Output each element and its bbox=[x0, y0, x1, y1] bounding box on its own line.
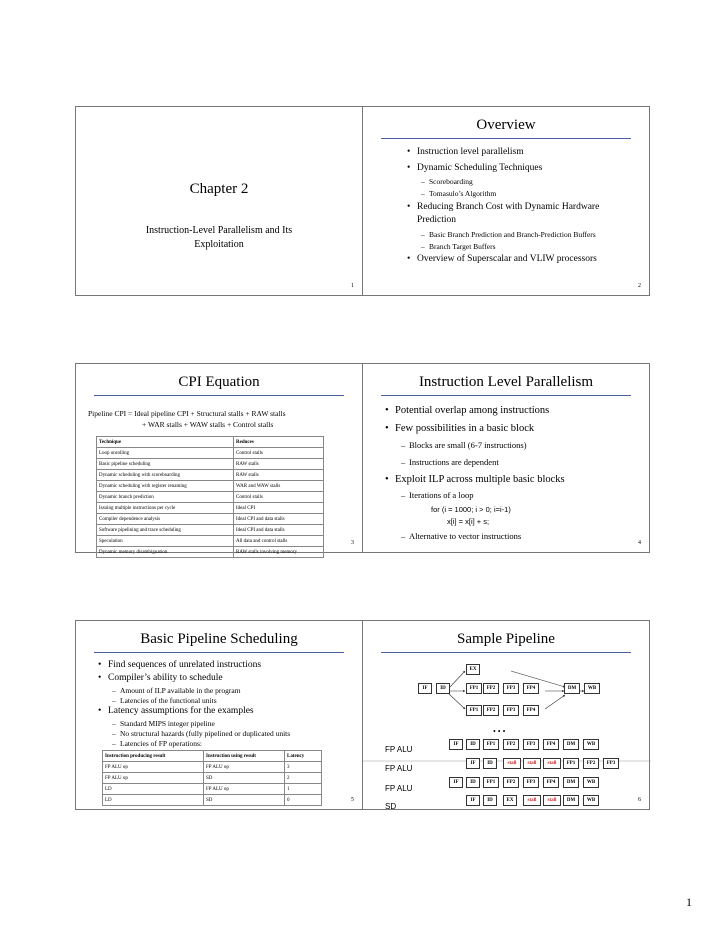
table-cell: Software pipelining and trace scheduling bbox=[97, 525, 234, 536]
pipeline-stage-if: IF bbox=[418, 683, 432, 694]
sub-bullet: – Alternative to vector instructions bbox=[401, 531, 522, 541]
slide-title: Basic Pipeline Scheduling bbox=[140, 631, 298, 647]
pipeline-stage-fp1: FP1 bbox=[466, 705, 482, 716]
sub-bullet: – Tomasulo’s Algorithm bbox=[421, 189, 497, 198]
table-row bbox=[97, 503, 324, 514]
pipeline-stage-if: IF bbox=[466, 795, 480, 806]
table-cell: Dynamic branch prediction bbox=[97, 492, 234, 503]
pipeline-stage-id: ID bbox=[466, 777, 480, 788]
pipeline-stage-fp3: FP3 bbox=[523, 777, 539, 788]
pipeline-stage-wb: WB bbox=[583, 795, 599, 806]
table-cell: RAW stalls bbox=[234, 470, 324, 481]
table-cell: WAR and WAW stalls bbox=[234, 481, 324, 492]
slide-number: 1 bbox=[351, 283, 354, 289]
slide-4 bbox=[362, 363, 650, 553]
pipeline-stage-fp1: FP1 bbox=[466, 683, 482, 694]
pipeline-stage-wb: WB bbox=[583, 777, 599, 788]
sub-bullet: – Latencies of FP operations: bbox=[112, 739, 202, 748]
pipeline-stage-fp2: FP2 bbox=[483, 705, 499, 716]
table-row bbox=[97, 514, 324, 525]
slide-6 bbox=[362, 620, 650, 810]
pipeline-stage-wb: WB bbox=[583, 739, 599, 750]
row-label: FP ALU bbox=[385, 764, 413, 773]
pipeline-stage-dm: DM bbox=[563, 739, 579, 750]
table-cell: SD bbox=[204, 795, 285, 806]
pipeline-stage-fp2: FP2 bbox=[583, 758, 599, 769]
bullet: • Potential overlap among instructions bbox=[385, 405, 550, 416]
sub-bullet: – Blocks are small (6-7 instructions) bbox=[401, 440, 527, 450]
slide-title: Sample Pipeline bbox=[457, 631, 555, 647]
pipeline-stage-stall: stall bbox=[543, 758, 561, 769]
table-cell: SD bbox=[204, 773, 285, 784]
table-header: Technique bbox=[97, 437, 234, 448]
pipeline-stage-stall: stall bbox=[523, 758, 541, 769]
table-cell: Ideal CPI bbox=[234, 503, 324, 514]
slide-1 bbox=[75, 106, 363, 296]
table-row bbox=[97, 492, 324, 503]
sub-bullet: – Instructions are dependent bbox=[401, 457, 499, 467]
pipeline-stage-dm: DM bbox=[563, 795, 579, 806]
sub-bullet: – Basic Branch Prediction and Branch-Prediction Buffers bbox=[421, 230, 596, 239]
pipeline-stage-ex: EX bbox=[503, 795, 517, 806]
pipeline-stage-stall: stall bbox=[543, 795, 561, 806]
slide-2 bbox=[362, 106, 650, 296]
latency-table bbox=[102, 750, 322, 806]
pipeline-stage-stall: stall bbox=[523, 795, 541, 806]
cpi-equation-cont: + WAR stalls + WAW stalls + Control stalls bbox=[142, 420, 274, 429]
slide-number: 6 bbox=[638, 797, 641, 803]
table-cell: Issuing multiple instructions per cycle bbox=[97, 503, 234, 514]
continuation-dots: • • • bbox=[493, 727, 506, 736]
pipeline-stage-fp2: FP2 bbox=[503, 739, 519, 750]
sub-bullet: – Latencies of the functional units bbox=[112, 696, 217, 705]
pipeline-stage-stall: stall bbox=[503, 758, 521, 769]
bullet: • Find sequences of unrelated instructions bbox=[98, 660, 262, 670]
pipeline-stage-fp4: FP4 bbox=[523, 705, 539, 716]
row-label: SD bbox=[385, 802, 397, 811]
table-cell: Control stalls bbox=[234, 492, 324, 503]
table-cell: All data and control stalls bbox=[234, 536, 324, 547]
pipeline-stage-fp1: FP1 bbox=[483, 739, 499, 750]
title-rule bbox=[94, 395, 344, 396]
table-cell: Control stalls bbox=[234, 448, 324, 459]
table-cell: Dynamic scheduling with register renaming bbox=[97, 481, 234, 492]
pipeline-stage-fp2: FP2 bbox=[503, 777, 519, 788]
technique-table bbox=[96, 436, 324, 558]
slide-title: CPI Equation bbox=[178, 374, 260, 390]
table-cell: FP ALU op bbox=[204, 784, 285, 795]
pipeline-stage-if: IF bbox=[449, 739, 463, 750]
pipeline-stage-fp1: FP1 bbox=[563, 758, 579, 769]
table-body bbox=[97, 448, 324, 558]
table-cell: 0 bbox=[285, 795, 322, 806]
row-label: FP ALU bbox=[385, 784, 413, 793]
pipeline-stage-fp3: FP3 bbox=[503, 683, 519, 694]
table-cell: 2 bbox=[285, 773, 322, 784]
table-cell: Loop unrolling bbox=[97, 448, 234, 459]
table-cell: 3 bbox=[285, 762, 322, 773]
sub-bullet: – No structural hazards (fully pipelined or duplicated units bbox=[112, 729, 291, 738]
table-cell: FP ALU op bbox=[103, 773, 204, 784]
slide-5 bbox=[75, 620, 363, 810]
pipeline-stage-ex: EX bbox=[466, 664, 480, 675]
code-line: for (i = 1000; i > 0; i=i-1) bbox=[431, 505, 511, 514]
table-header: Instruction producing result bbox=[103, 751, 204, 762]
bullet: • Instruction level parallelism bbox=[407, 147, 524, 157]
bullet: • Reducing Branch Cost with Dynamic Hardware bbox=[407, 202, 600, 212]
table-row bbox=[97, 448, 324, 459]
sub-bullet: – Iterations of a loop bbox=[401, 490, 474, 500]
pipeline-stage-wb: WB bbox=[584, 683, 600, 694]
table-header: Reduces bbox=[234, 437, 324, 448]
title-rule bbox=[94, 652, 344, 653]
table-cell: Speculation bbox=[97, 536, 234, 547]
bullet: • Few possibilities in a basic block bbox=[385, 423, 535, 434]
cpi-equation: Pipeline CPI = Ideal pipeline CPI + Structural stalls + RAW stalls bbox=[88, 409, 286, 418]
pipeline-stage-fp3: FP3 bbox=[523, 739, 539, 750]
slide-3 bbox=[75, 363, 363, 553]
table-cell: RAW stalls bbox=[234, 459, 324, 470]
table-row bbox=[103, 784, 322, 795]
pipeline-stage-id: ID bbox=[436, 683, 450, 694]
pipeline-stage-fp2: FP2 bbox=[483, 683, 499, 694]
pipeline-stage-if: IF bbox=[466, 758, 480, 769]
bullet: • Latency assumptions for the examples bbox=[98, 706, 254, 716]
sub-bullet: – Scoreboarding bbox=[421, 177, 473, 186]
pipeline-stage-id: ID bbox=[466, 739, 480, 750]
table-row bbox=[97, 470, 324, 481]
pipeline-stage-fp4: FP4 bbox=[523, 683, 539, 694]
bullet: • Dynamic Scheduling Techniques bbox=[407, 163, 543, 173]
bullet: • Exploit ILP across multiple basic blocks bbox=[385, 474, 565, 485]
table-cell: Ideal CPI and data stalls bbox=[234, 514, 324, 525]
page-number: 1 bbox=[686, 895, 692, 909]
table-row bbox=[97, 459, 324, 470]
slide-title: Overview bbox=[476, 117, 536, 133]
title-rule bbox=[381, 395, 631, 396]
table-cell: LD bbox=[103, 795, 204, 806]
row-label: FP ALU bbox=[385, 745, 413, 754]
bullet-continued: Prediction bbox=[417, 215, 457, 225]
table-cell: Dynamic memory disambiguation bbox=[97, 547, 234, 558]
sub-bullet: – Amount of ILP available in the program bbox=[112, 686, 241, 695]
table-row bbox=[103, 762, 322, 773]
pipeline-stage-dm: DM bbox=[564, 683, 580, 694]
pipeline-stage-fp3: FP3 bbox=[503, 705, 519, 716]
title-rule bbox=[381, 138, 631, 139]
table-cell: 1 bbox=[285, 784, 322, 795]
slide-number: 2 bbox=[638, 283, 641, 289]
pipeline-stage-id: ID bbox=[483, 795, 497, 806]
sub-bullet: – Branch Target Buffers bbox=[421, 242, 496, 251]
table-cell: Dynamic scheduling with scoreboarding bbox=[97, 470, 234, 481]
table-cell: Ideal CPI and data stalls bbox=[234, 525, 324, 536]
table-row bbox=[97, 525, 324, 536]
chapter-subtitle: Instruction-Level Parallelism and Its bbox=[145, 225, 293, 236]
bullet: • Compiler’s ability to schedule bbox=[98, 673, 223, 683]
pipeline-stage-fp3: FP3 bbox=[603, 758, 619, 769]
table-header: Instruction using result bbox=[204, 751, 285, 762]
slide-number: 4 bbox=[638, 540, 641, 546]
table-cell: Basic pipeline scheduling bbox=[97, 459, 234, 470]
pipeline-stage-fp4: FP4 bbox=[543, 739, 559, 750]
table-row bbox=[97, 536, 324, 547]
bullet: • Overview of Superscalar and VLIW processors bbox=[407, 254, 597, 264]
table-cell: RAW stalls involving memory bbox=[234, 547, 324, 558]
table-cell: FP ALU op bbox=[204, 762, 285, 773]
table-row bbox=[103, 795, 322, 806]
chapter-subtitle-2: Exploitation bbox=[194, 239, 244, 250]
pipeline-stage-fp4: FP4 bbox=[543, 777, 559, 788]
table-cell: LD bbox=[103, 784, 204, 795]
table-row bbox=[103, 773, 322, 784]
slide-title: Instruction Level Parallelism bbox=[418, 374, 594, 390]
slide-number: 5 bbox=[351, 797, 354, 803]
table-body bbox=[103, 762, 322, 806]
pipeline-stage-fp1: FP1 bbox=[483, 777, 499, 788]
pipeline-stage-dm: DM bbox=[563, 777, 579, 788]
table-cell: Compiler dependence analysis bbox=[97, 514, 234, 525]
table-header: Latency bbox=[285, 751, 322, 762]
sub-bullet: – Standard MIPS integer pipeline bbox=[112, 719, 215, 728]
slide-number: 3 bbox=[351, 540, 354, 546]
pipeline-stage-id: ID bbox=[483, 758, 497, 769]
table-row bbox=[97, 547, 324, 558]
table-cell: FP ALU op bbox=[103, 762, 204, 773]
pipeline-stage-if: IF bbox=[449, 777, 463, 788]
chapter-title: Chapter 2 bbox=[189, 181, 249, 197]
table-row bbox=[97, 481, 324, 492]
code-line: x[i] = x[i] + s; bbox=[447, 517, 490, 526]
